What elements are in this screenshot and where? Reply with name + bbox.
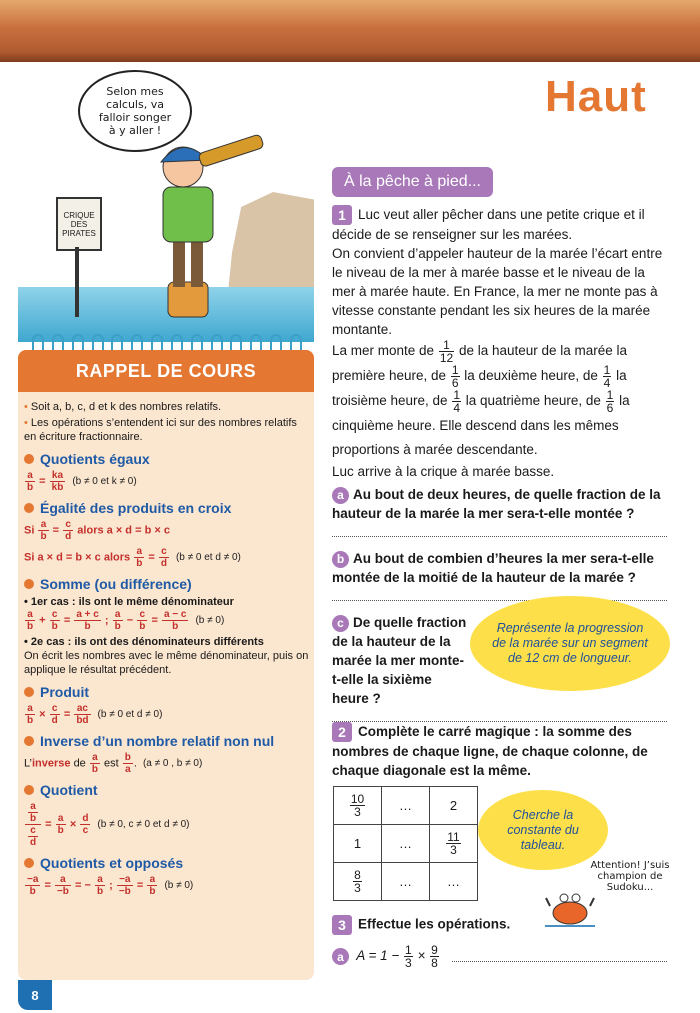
rule-condition: (b ≠ 0 et d ≠ 0) xyxy=(175,552,241,564)
hint-text: Cherche la constante du tableau. xyxy=(507,807,579,852)
question-text: Au bout de combien d’heures la mer sera-t-elle montée de la moitié de la hauteur de la marée ? xyxy=(332,551,654,586)
exercise-1: 1 Luc veut aller pêcher dans une petite crique et il décide de se renseigner sur les marées. On convient d’appeler hauteur de la marée l’écart entre le niveau de la mer à marée basse et le niveau de la mer à marée haute. En France, la mer ne monte pas à vitesse constante pendant les six heures de la marée montante. La mer monte de $\frac{1}{12}$ de la hauteur de la marée la première heure, de $\frac{1}{6}$ la deuxième heure, de $\frac{1}{4}$ la troisième heure, de $\frac{1}{4}$ la quatrième heure, de $\frac{1}{6}$ la cinquième heure. Elle descend dans les mêmes proportions à marée descendante. Luc arrive à la crique à marée basse. a Au bout de deux heures, de quelle fraction de la hauteur de la marée la mer sera-t-elle montée ? b Au bout de combien d’heures la mer sera-t-elle montée de la moitié de la hauteur de la marée ? c De quelle fraction de la hauteur de la marée la mer monte-t-elle la sixième heure ? xyxy=(332,205,667,722)
rule-inverse: Inverse d’un nombre relatif non nul L’inverse de $\frac{a}{b}$ est $\frac{b}{a}$ . (a ≠ 0 , b ≠ 0) xyxy=(24,733,275,775)
course-header: RAPPEL DE COURS xyxy=(18,350,314,392)
rule-formula: a × d = b × c xyxy=(106,524,170,537)
top-banner xyxy=(0,0,700,62)
math-expression: A = 1 − xyxy=(356,948,400,964)
bullet-icon xyxy=(24,687,34,697)
magic-cell[interactable]: … xyxy=(430,863,478,901)
pirate-illustration xyxy=(18,62,314,342)
question-letter: c xyxy=(332,615,349,632)
rule-opposes: Quotients et opposés $\frac{-a}{b}$ = $\frac{a}{-b}$ = − $\frac{a}{b}$ ; $\frac{-a}{-b}$ = $\frac{a}{b}$ (b ≠ 0) xyxy=(24,856,310,897)
section-title: À la pêche à pied... xyxy=(332,167,493,197)
sign-pole xyxy=(75,247,79,317)
intro-line: Soit a, b, c, d et k des nombres relatifs. xyxy=(30,401,222,413)
rule-word: Si xyxy=(24,551,35,564)
rule-condition: (a ≠ 0 , b ≠ 0) xyxy=(142,758,203,770)
bullet-icon xyxy=(24,736,34,746)
page-number: 8 xyxy=(18,980,52,1010)
exercise-3a: a A = 1 − $\frac{1}{3}$ × $\frac{9}{8}$ xyxy=(332,944,440,969)
exercise-text: Complète le carré magique : la somme des nombres de chaque ligne, de chaque colonne, de chaque diagonale est la même. xyxy=(332,724,648,779)
rule-condition: (b ≠ 0 et k ≠ 0) xyxy=(72,476,137,488)
rule-produit: Produit $\frac{a}{b}$ × $\frac{c}{d}$ = $\frac{ac}{bd}$ (b ≠ 0 et d ≠ 0) xyxy=(24,685,310,726)
speech-text: Selon mes calculs, va falloir songer à y aller ! xyxy=(98,85,172,137)
rule-text: de xyxy=(73,757,86,770)
exercise-text: Effectue les opérations. xyxy=(358,916,511,932)
bullet-icon xyxy=(24,858,34,868)
bullet-icon xyxy=(24,579,34,589)
magic-cell[interactable]: $\frac{8}{3}$ xyxy=(334,863,382,901)
rule-word: alors xyxy=(103,551,131,564)
exercise-text: la troisième heure, de xyxy=(332,368,627,409)
left-panel xyxy=(18,62,314,980)
rule-quotient: Quotient $\frac{\frac{a}{b}}{\frac{c}{d}}$ = $\frac{a}{b}$ × $\frac{d}{c}$ (b ≠ 0, c ≠ 0 et d ≠ 0) xyxy=(24,783,310,848)
rule-title: Somme (ou différence) xyxy=(40,576,192,592)
exercise-text: la deuxième heure, de xyxy=(464,368,598,384)
rule-word: alors xyxy=(77,524,104,537)
rule-condition: (b ≠ 0, c ≠ 0 et d ≠ 0) xyxy=(97,819,190,831)
rule-title: Égalité des produits en croix xyxy=(40,500,232,516)
crab-speech: Attention! J’suis champion de Sudoku... xyxy=(590,860,670,893)
rule-title: Quotient xyxy=(40,782,98,798)
exercise-text: On convient d’appeler hauteur de la marée l’écart entre le niveau de la mer à marée basse et le niveau de la mer à marée haute. En France, la mer ne monte pas à vitesse constante pendant les six heures de la marée montante. xyxy=(332,246,663,338)
magic-cell[interactable]: 1 xyxy=(334,825,382,863)
magic-cell[interactable]: 2 xyxy=(430,787,478,825)
bullet-icon xyxy=(24,503,34,513)
sign-text: CRIQUE DES PIRATES xyxy=(62,210,96,238)
hint-text: Représente la progression de la marée sur un segment de 12 cm de longueur. xyxy=(492,621,648,665)
rule-condition: (b ≠ 0 et d ≠ 0) xyxy=(97,709,163,721)
rule-case: 1er cas : ils ont le même dénominateur xyxy=(30,596,234,608)
rule-keyword: inverse xyxy=(31,757,71,770)
exercise-number: 1 xyxy=(332,205,352,225)
exercise-number: 3 xyxy=(332,915,352,935)
rule-condition: (b ≠ 0) xyxy=(195,615,225,627)
question-text: Au bout de deux heures, de quelle fraction de la hauteur de la marée la mer sera-t-elle montée ? xyxy=(332,487,661,522)
course-intro: • Soit a, b, c, d et k des nombres relatifs. • Les opérations s’entendent ici sur des nombres relatifs en écriture fractionnaire. xyxy=(24,401,297,443)
magic-cell[interactable]: … xyxy=(382,863,430,901)
rule-somme: Somme (ou différence) • 1er cas : ils ont le même dénominateur $\frac{a}{b}$ + $\frac{c}{b}$ = $\frac{a + c}{b}$ ; $\frac{a}{b}$ − $\frac{c}{b}$ = $\frac{a - c}{b}$ (b ≠ 0) • 2e cas : ils ont des dénominateurs différents On écrit les nombres avec le même dénominateur, puis on applique le résultat précédent. xyxy=(24,576,309,676)
rule-formula: a × d = b × c xyxy=(37,551,101,564)
exercise-2 xyxy=(332,722,667,780)
exercise-text: La mer monte de xyxy=(332,343,435,359)
answer-line[interactable] xyxy=(452,961,667,962)
question-text: De quelle fraction de la hauteur de la marée la mer monte-t-elle la sixième heure ? xyxy=(332,615,467,707)
rule-title: Quotients et opposés xyxy=(40,855,184,871)
crab-icon xyxy=(545,888,595,928)
bullet-icon xyxy=(24,785,34,795)
rule-word: Si xyxy=(24,524,35,537)
bullet-icon xyxy=(24,454,34,464)
rule-egalite-croix: Égalité des produits en croix Si $\frac{a}{b}$ = $\frac{c}{d}$ alors a × d = b × c Si a × d = b × c alors $\frac{a}{b}$ = $\frac{c}{d}$ (b ≠ 0 et d ≠ 0) xyxy=(24,500,241,569)
exercise-3 xyxy=(332,915,510,935)
rule-text: On écrit les nombres avec le même dénominateur, puis on applique le résultat précédent. xyxy=(24,650,309,676)
course-body xyxy=(24,400,310,897)
page-title: Haut xyxy=(545,72,647,121)
exercise-text: Luc arrive à la crique à marée basse. xyxy=(332,464,555,480)
magic-square xyxy=(333,786,478,901)
rule-title: Inverse d’un nombre relatif non nul xyxy=(40,733,275,749)
rule-quotients-egaux: Quotients égaux $\frac{a}{b}$ = $\frac{ka}{kb}$ (b ≠ 0 et k ≠ 0) xyxy=(24,452,310,493)
exercise-text: la cinquième heure. Elle descend dans les mêmes proportions à marée descendante. xyxy=(332,393,630,458)
intro-line: Les opérations s’entendent ici sur des nombres relatifs en écriture fractionnaire. xyxy=(24,417,297,443)
rule-title: Quotients égaux xyxy=(40,451,150,467)
rule-condition: (b ≠ 0) xyxy=(164,880,194,892)
exercise-number: 2 xyxy=(332,722,352,742)
rule-title: Produit xyxy=(40,684,89,700)
exercise-text: la quatrième heure, de xyxy=(465,393,601,409)
pirate-boy-icon xyxy=(128,122,268,322)
answer-line[interactable] xyxy=(332,535,667,537)
magic-cell[interactable]: $\frac{11}{3}$ xyxy=(430,825,478,863)
magic-cell[interactable]: … xyxy=(382,825,430,863)
exercise-text: Luc veut aller pêcher dans une petite crique et il décide de se renseigner sur les marées. xyxy=(332,207,645,243)
hint-bubble-tide xyxy=(470,596,670,691)
question-letter: b xyxy=(332,551,349,568)
magic-cell[interactable]: $\frac{10}{3}$ xyxy=(334,787,382,825)
hint-bubble-magic xyxy=(478,790,608,870)
question-letter: a xyxy=(332,487,349,504)
rule-case: 2e cas : ils ont des dénominateurs différents xyxy=(30,636,264,648)
crique-sign xyxy=(56,197,102,251)
question-letter: a xyxy=(332,948,349,965)
magic-cell[interactable]: … xyxy=(382,787,430,825)
rule-text: L’ xyxy=(24,757,32,770)
exercise-text: de la hauteur de la marée la première heure, de xyxy=(332,343,628,384)
rule-text: est xyxy=(104,757,119,770)
